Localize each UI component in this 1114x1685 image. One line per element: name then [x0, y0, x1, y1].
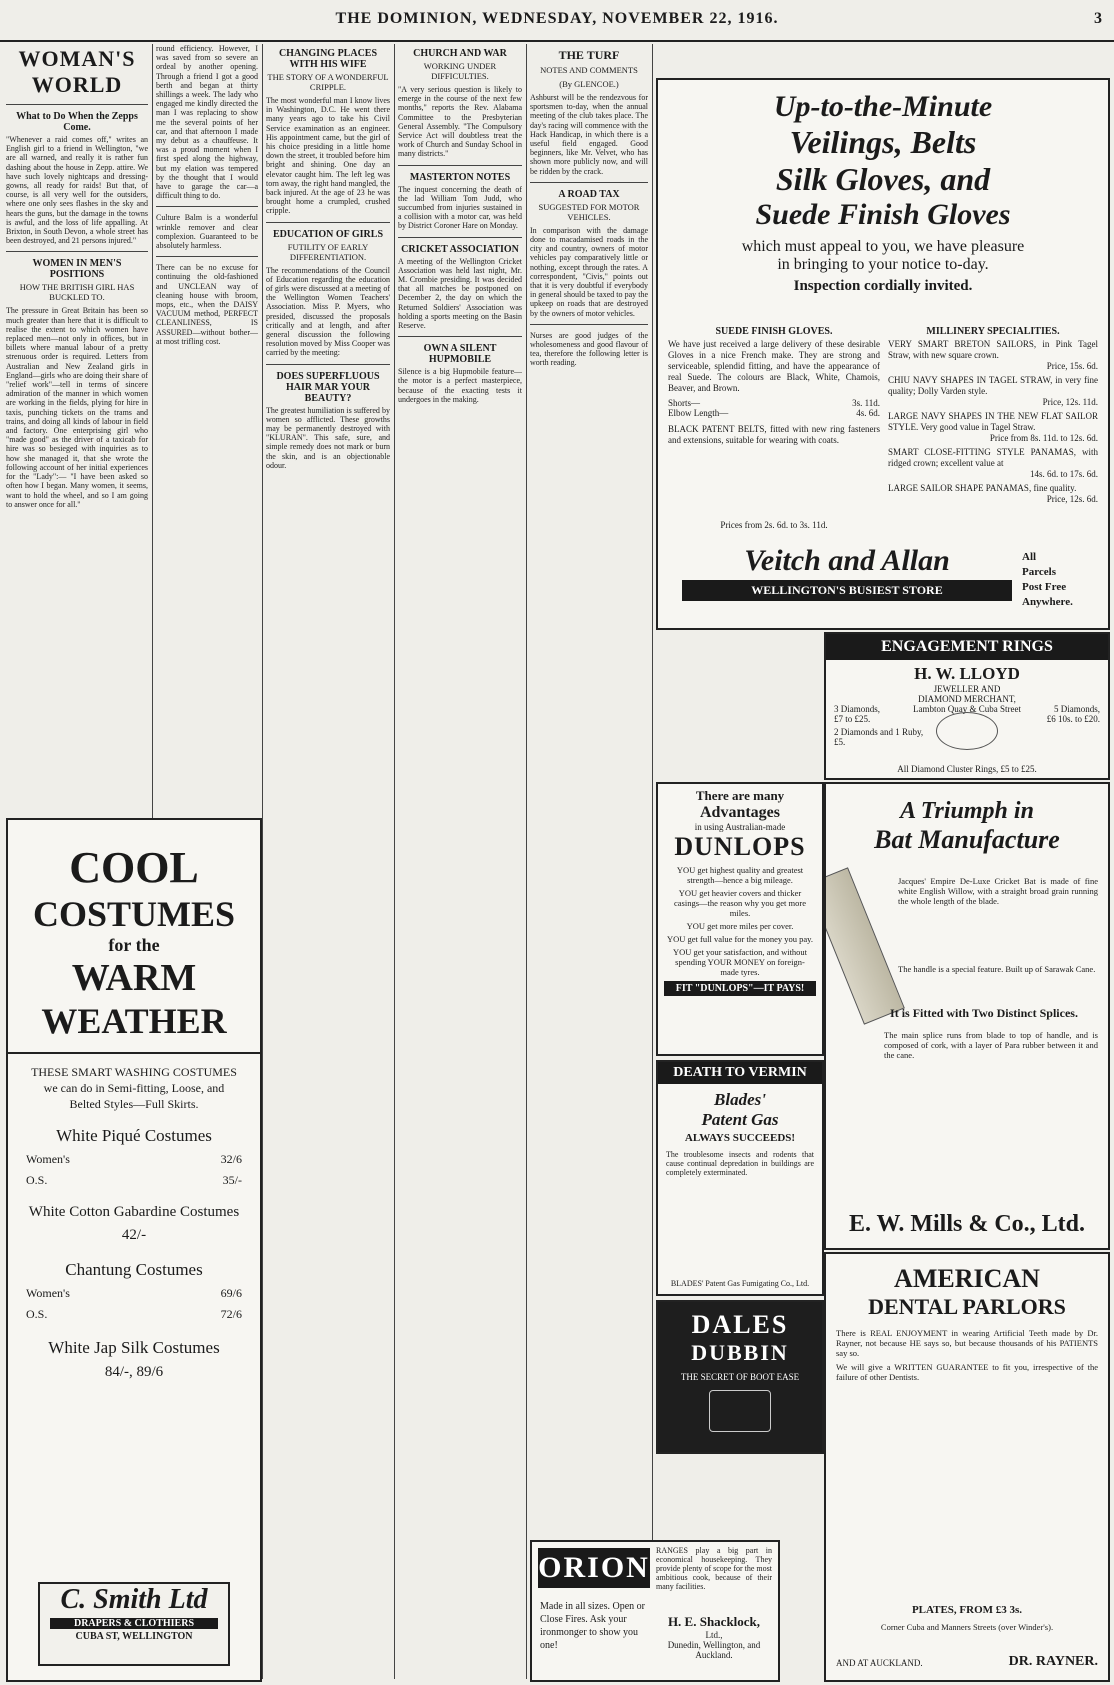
ad-heading: A Triumph in: [900, 798, 1034, 824]
price-label: O.S.: [26, 1173, 48, 1187]
price-row: [8, 1173, 260, 1188]
brand-name: DALES: [691, 1310, 789, 1339]
point: YOU get more miles per cover.: [686, 921, 794, 931]
price: 35/-: [222, 1173, 242, 1187]
logo-subtitle: DRAPERS & CLOTHIERS: [50, 1618, 218, 1629]
point: YOU get highest quality and greatest strength—hence a big mileage.: [676, 865, 804, 885]
point: YOU get heavier covers and thicker casings—the reason why you get more miles.: [674, 888, 806, 918]
engagement-rings-ad: [824, 632, 1110, 780]
divider: [398, 237, 522, 238]
ad-heading: There are many: [695, 788, 785, 803]
article-subtitle: HOW THE BRITISH GIRL HAS BUCKLED TO.: [19, 282, 135, 303]
logo-banner: WELLINGTON'S BUSIEST STORE: [682, 580, 1012, 601]
veitch-allan-logo: [682, 544, 1012, 616]
bat-text: The main splice runs from blade to top of handle, and is composed of cork, with a layer of Para rubber between it and the cane.: [884, 1030, 1098, 1060]
ad-heading: WARM: [71, 957, 197, 999]
column-womans-world: [6, 44, 148, 814]
note-line: Post Free: [1022, 581, 1067, 593]
rings-footer: All Diamond Cluster Rings, £5 to £25.: [897, 764, 1037, 774]
article-body: The most wonderful man I know lives in Washington, D.C. He went there many years ago to take his Civil Service examination as an engineer. His appointment came, but the girl of his choice presiding in a little home down the street, it troubled before him bright and shining. One day an elevator caught him. The left leg was torn away, the right hand mangled, the back injured. At the age of 23 he was brought home a crumpled, crushed cripple.: [266, 96, 390, 216]
advertisement-text: Culture Balm is a wonderful wrinkle remover and clear complexion. Guaranteed to be absolutely harmless.: [156, 213, 258, 251]
jeweller-role: JEWELLER AND: [933, 684, 1001, 694]
article-title: CHANGING PLACES WITH HIS WIFE: [278, 48, 378, 70]
column-five: [530, 44, 648, 1484]
article-title: OWN A SILENT HUPMOBILE: [423, 343, 497, 366]
orion-brand: ORION: [538, 1548, 650, 1588]
price: 14s. 6d. to 17s. 6d.: [1029, 469, 1098, 479]
dunlop-footer: FIT "DUNLOPS"—IT PAYS!: [664, 981, 816, 996]
article-body: "Whenever a raid comes off," writes an English girl to a friend in Wellington, "we are all warned, and really it is rather fun dashing about the house in Zepp. attire. We have such lovely nightcaps and dressing-gowns, all ready for raids! But that, of course, is all very well for the outsiders, where one only sees flashes in the sky and hears the guns, but the damage in the towns is awful, and the loss of life appalling. At Brixton, in South Devon, a whole street has been destroyed, and 21 persons injured.": [6, 135, 148, 246]
jeweller-name: H. W. LLOYD: [914, 664, 1020, 683]
article-byline: (By GLENCOE.): [559, 79, 619, 89]
belts-text: BLACK PATENT BELTS, fitted with new ring fasteners and extensions, suitable for wearing with coats.: [668, 424, 880, 445]
price: Price from 8s. 11d. to 12s. 6d.: [989, 433, 1098, 443]
ad-heading: Patent Gas: [701, 1110, 779, 1129]
millinery-item: VERY SMART BRETON SAILORS, in Pink Tagel Straw, with new square crown.: [888, 339, 1098, 360]
ad-heading: Bat Manufacture: [874, 825, 1060, 854]
price-label: Women's: [26, 1152, 70, 1166]
maker-name: H. E. Shacklock,: [667, 1614, 761, 1629]
millinery-column: [888, 322, 1098, 504]
dental-city: AND AT AUCKLAND.: [836, 1658, 923, 1668]
article-title: EDUCATION OF GIRLS: [272, 228, 383, 240]
article-title: MASTERTON NOTES: [409, 171, 511, 183]
ring-type: 3 Diamonds,: [834, 704, 880, 714]
article-body: Silence is a big Hupmobile feature—the motor is a perfect masterpiece, because of the exacting tests it undergoes in the making.: [398, 367, 522, 404]
dental-parlors-ad: [824, 1252, 1110, 1682]
jeweller-role: DIAMOND MERCHANT,: [918, 694, 1016, 704]
article-title: CHURCH AND WAR: [413, 48, 507, 59]
dunlop-brand: DUNLOPS: [674, 832, 806, 861]
article-subtitle: THE STORY OF A WONDERFUL CRIPPLE.: [267, 72, 389, 92]
price-row: [8, 1307, 260, 1322]
cool-costumes-ad: [6, 818, 262, 1682]
ad-heading: Suede Finish Gloves: [755, 198, 1011, 231]
ring-type: 5 Diamonds,: [1054, 704, 1100, 714]
price: Price, 12s. 11d.: [1042, 397, 1098, 407]
price-label: Women's: [26, 1286, 70, 1300]
divider: [6, 104, 148, 105]
divider: [156, 206, 258, 207]
price: Price, 12s. 6d.: [1046, 494, 1098, 504]
column-continued: [156, 44, 258, 814]
price-label: O.S.: [26, 1307, 48, 1321]
divider: [530, 324, 648, 325]
column-rule: [652, 44, 653, 1679]
price: 32/6: [220, 1152, 242, 1166]
c-smith-logo: [38, 1582, 230, 1666]
logo-name: C. Smith Ltd: [60, 1584, 208, 1615]
rings-right: [1010, 704, 1100, 724]
ad-heading: Up-to-the-Minute: [773, 90, 993, 123]
price: 3s. 11d.: [852, 398, 880, 408]
masthead: [0, 0, 1114, 42]
divider: [8, 1052, 260, 1054]
ad-heading: DENTAL PARLORS: [868, 1294, 1066, 1319]
price: 42/-: [121, 1227, 147, 1243]
masthead-title: THE DOMINION, WEDNESDAY, NOVEMBER 22, 1916.: [335, 10, 779, 27]
ad-line: which must appeal to you, we have pleasure: [741, 238, 1025, 255]
article-body: "A very serious question is likely to emerge in the course of the next few months," reports the Rev. Alabama Committee to the Presbyterian General Assembly. "The Compulsory Service Act will doubtless treat the work of Church and Sunday School in many districts.": [398, 85, 522, 159]
article-body: The recommendations of the Council of Education regarding the education of girls were discussed at a meeting of the Wellington Women Teachers' Association. Miss P. Myers, who presided, discussed the proposals critically and at length, and after general discussion the following resolution moved by Miss Cooper was carried by the meeting:: [266, 265, 390, 358]
rings-left: [834, 704, 924, 747]
ad-heading: Blades': [714, 1090, 766, 1109]
ad-heading: Veilings, Belts: [789, 124, 977, 160]
maker-ltd: Ltd.,: [705, 1630, 723, 1640]
vermin-text: The troublesome insects and rodents that cause continual depredation in buildings are completely exterminated.: [666, 1150, 814, 1178]
ad-item: White Jap Silk Costumes: [48, 1338, 220, 1357]
divider: [266, 364, 390, 365]
divider: [398, 336, 522, 337]
point: YOU get your satisfaction, and without spending YOUR MONEY on foreign-made tyres.: [672, 947, 808, 977]
ring-price: £7 to £25.: [834, 714, 871, 724]
article-title: A ROAD TAX: [558, 188, 620, 200]
ad-item: White Piqué Costumes: [56, 1126, 212, 1145]
ad-line: in bringing to your notice to-day.: [777, 256, 989, 273]
article-subtitle: SUGGESTED FOR MOTOR VEHICLES.: [538, 201, 640, 222]
article-body: In comparison with the damage done to macadamised roads in the city and country, owners of motor vehicles pay comparatively little or nothing, except through the rates. A correspondent, "Civis," points out that it is very doubtful if everybody in general should be taxed to pay the upkeep on roads that are destroyed by the owners of motor vehicles.: [530, 225, 648, 318]
ad-item: Chantung Costumes: [65, 1260, 203, 1279]
price: Price, 15s. 6d.: [1046, 361, 1098, 371]
ring-illustration: [936, 712, 998, 750]
ad-line: Inspection cordially invited.: [793, 278, 973, 294]
price-row: [8, 1286, 260, 1301]
divider: [398, 165, 522, 166]
vermin-ad: [656, 1060, 824, 1296]
cricket-bat-ad: [824, 782, 1110, 1250]
post-free-note: [1022, 550, 1102, 610]
article-body: The greatest humiliation is suffered by women so afflicted. These growths may be permanently destroyed with "KLURAN". This safe, sure, and simple remedy does not mark or burn the skin, and is an objectionable odour.: [266, 405, 390, 470]
article-body: The inquest concerning the death of the lad William Tom Judd, who succumbed from injuries sustained in a collision with a motor car, was held by District Coroner Hare on Monday.: [398, 184, 522, 231]
dales-dubbin-ad: [656, 1300, 824, 1454]
article-body: Ashburst will be the rendezvous for sportsmen to-day, when the annual meeting of the club takes place. The day's racing will commence with the Hack Handicap, in which there is a useful field engaged. Good beginners, like Mr. Velvet, who has shown more publicly now, and will be ridden by the crack.: [530, 93, 648, 176]
millinery-item: SMART CLOSE-FITTING STYLE PANAMAS, with ridged crown; excellent value at: [888, 447, 1098, 468]
article-title: CRICKET ASSOCIATION: [401, 243, 519, 255]
article-title: DOES SUPERFLUOUS HAIR MAR YOUR BEAUTY?: [276, 370, 380, 404]
gloves-column: [668, 322, 880, 450]
article-body: A meeting of the Wellington Cricket Association was held last night, Mr. M. Crombie presiding. It was decided that all matches be postponed on December 2, the day on which the Returned Soldiers' Association was holding a sports meeting on the Basin Reserve.: [398, 256, 522, 331]
gloves-text: We have just received a large delivery of these desirable Gloves in a nice French make. They are strong and serviceable, splendid fitting, and have the appearance of real Suede. The colours are Black, White, Chamois, Beaver, and Brown.: [668, 339, 880, 393]
advertisement-text: There can be no excuse for continuing the old-fashioned and UNCLEAN way of cleaning house with broom, mops, etc., when the DAISY VACUUM method, PERFECT CLEANLINESS, IS ASSURED—without bother—at most trifling cost.: [156, 263, 258, 346]
price: 69/6: [220, 1286, 242, 1300]
article-title: THE TURF: [558, 48, 620, 62]
ad-heading: COOL: [69, 843, 199, 892]
price-row: [668, 408, 880, 418]
logo-name: Veitch and Allan: [744, 544, 950, 577]
divider: [266, 222, 390, 223]
ring-type: 2 Diamonds and 1 Ruby,: [834, 727, 924, 737]
article-subtitle: FUTILITY OF EARLY DIFFERENTIATION.: [287, 241, 369, 262]
cricket-bat-illustration: [824, 867, 905, 1024]
millinery-item: LARGE NAVY SHAPES IN THE NEW FLAT SAILOR STYLE. Very good value in Tagel Straw.: [888, 411, 1098, 432]
column-four: [398, 44, 522, 1680]
section-heading: WOMAN'S WORLD: [18, 46, 136, 97]
note-line: Anywhere.: [1022, 596, 1073, 608]
price-row: [668, 398, 880, 408]
column-three: [266, 44, 390, 1680]
price: 84/-, 89/6: [104, 1364, 164, 1380]
ad-intro: THESE SMART WASHING COSTUMES we can do in Semi-fitting, Loose, and Belted Styles—Full Skirts.: [31, 1065, 237, 1111]
orion-text: RANGES play a big part in economical housekeeping. They provide plenty of scope for the most ambitious cook, because of their many facilities.: [656, 1546, 772, 1591]
orion-maker: [656, 1614, 772, 1660]
bat-subheading: It is Fitted with Two Distinct Splices.: [890, 1006, 1078, 1020]
orion-sizes: Made in all sizes. Open or Close Fires. Ask your ironmonger to show you one!: [540, 1601, 645, 1651]
article-subtitle: WORKING UNDER DIFFICULTIES.: [423, 61, 497, 81]
orion-range-ad: [530, 1540, 780, 1682]
ad-heading: COSTUMES: [32, 894, 236, 934]
dubbin-tin-illustration: [709, 1390, 771, 1432]
price: 72/6: [220, 1307, 242, 1321]
dental-address: Corner Cuba and Manners Streets (over Winder's).: [880, 1622, 1054, 1632]
column-heading: SUEDE FINISH GLOVES.: [715, 326, 833, 337]
divider: [6, 251, 148, 252]
column-rule: [262, 44, 263, 1679]
dental-plates: PLATES, FROM £3 3s.: [911, 1604, 1023, 1616]
ad-item: White Cotton Gabardine Costumes: [28, 1204, 240, 1220]
point: YOU get full value for the money you pay.: [666, 934, 814, 944]
article-body: Nurses are good judges of the wholesomeness and good flavour of tea, therefore the following letter is worth reading.: [530, 330, 648, 368]
dunlop-ad: [656, 782, 824, 1056]
ad-heading: AMERICAN: [894, 1264, 1040, 1293]
millinery-item: LARGE SAILOR SHAPE PANAMAS, fine quality.: [888, 483, 1077, 493]
jeweller-address: Lambton Quay & Cuba Street: [913, 704, 1021, 714]
divider: [156, 256, 258, 257]
article-title: What to Do When the Zepps Come.: [16, 111, 138, 133]
ad-heading: ENGAGEMENT RINGS: [826, 634, 1108, 660]
dentist-name: DR. RAYNER.: [1008, 1654, 1098, 1669]
logo-address: CUBA ST, WELLINGTON: [75, 1631, 193, 1642]
note-line: Parcels: [1022, 566, 1057, 578]
bat-text: The handle is a special feature. Built up of Sarawak Cane.: [898, 964, 1096, 974]
price: 4s. 6d.: [856, 408, 880, 418]
bat-text: Jacques' Empire De-Luxe Cricket Bat is made of fine white English Willow, with a straight broad grain running the whole length of the blade.: [898, 876, 1098, 906]
prices-range: Prices from 2s. 6d. to 3s. 11d.: [720, 520, 828, 530]
column-heading: MILLINERY SPECIALITIES.: [926, 326, 1060, 337]
article-body: round efficiency. However, I was saved from so severe an ordeal by another opening. Through a friend I got a good berth and began at thirty shillings a week. The lady who engaged me kindly directed the man I was replacing to show me the several points of her car, and that afternoon I made my debut as a chauffeuse. It was a proud moment when I first sped along the highway, but my elation was tempered by the thought that I would have to garage the car—a difficult thing to do.: [156, 44, 258, 201]
brand-tagline: THE SECRET OF BOOT EASE: [680, 1372, 800, 1382]
ring-price: £6 10s. to £20.: [1046, 714, 1100, 724]
ad-heading: DEATH TO VERMIN: [658, 1062, 822, 1084]
divider: [530, 182, 648, 183]
ring-price: £5.: [834, 737, 846, 747]
price-label: Elbow Length—: [668, 408, 729, 418]
dunlop-points: [658, 865, 822, 977]
note-line: All: [1022, 551, 1037, 563]
ad-heading: WEATHER: [41, 1001, 227, 1041]
veitch-allan-ad: [656, 78, 1110, 630]
dental-text: We will give a WRITTEN GUARANTEE to fit you, irrespective of the failure of other Dentists.: [836, 1362, 1098, 1382]
page-number: 3: [1094, 10, 1102, 27]
millinery-item: CHIU NAVY SHAPES IN TAGEL STRAW, in very fine quality; Dolly Varden style.: [888, 375, 1098, 396]
seller-name: E. W. Mills & Co., Ltd.: [848, 1211, 1086, 1237]
ad-subheading: in using Australian-made: [694, 822, 786, 832]
brand-name: DUBBIN: [691, 1340, 789, 1365]
vermin-footer: BLADES' Patent Gas Fumigating Co., Ltd.: [670, 1279, 810, 1288]
article-subtitle: NOTES AND COMMENTS: [540, 65, 638, 75]
column-rule: [394, 44, 395, 1679]
price-label: Shorts—: [668, 398, 701, 408]
article-body: The pressure in Great Britain has been so much greater than here that it is difficult to realise the extent to which women have replaced men—not only in offices, but in billets where manual labour of a pretty strenuous order is required. Letters from Australian and New Zealand girls in England—girls who are doing their share of "relief work"—tell in terms of sincere admiration of the manner in which women are working in the fields, plying for hire in taxis, punching tickets on the trams and trains, and doing all kinds of labour in field and factory. One enterprising girl who "made good" as the driver of a taxicab for hire was so besieged with inquiries as to how she managed it, that she wrote the following account of her initial experiences for the "Lady":— "I have been asked so often how I began. Many women, it seems, want to hold the wheel, and so I am going to answer once for all.": [6, 306, 148, 509]
ad-heading: Advantages: [699, 804, 780, 821]
ad-subheading: ALWAYS SUCCEEDS!: [684, 1132, 796, 1144]
ad-heading: for the: [108, 935, 160, 955]
column-rule: [526, 44, 527, 1679]
ad-heading: Silk Gloves, and: [775, 161, 991, 197]
dental-text: There is REAL ENJOYMENT in wearing Artificial Teeth made by Dr. Rayner, not because HE says so, but because thousands of his PATIENTS say so.: [836, 1328, 1098, 1358]
price-row: [8, 1152, 260, 1167]
maker-cities: Dunedin, Wellington, and Auckland.: [667, 1640, 761, 1660]
article-title: WOMEN IN MEN'S POSITIONS: [32, 258, 122, 281]
